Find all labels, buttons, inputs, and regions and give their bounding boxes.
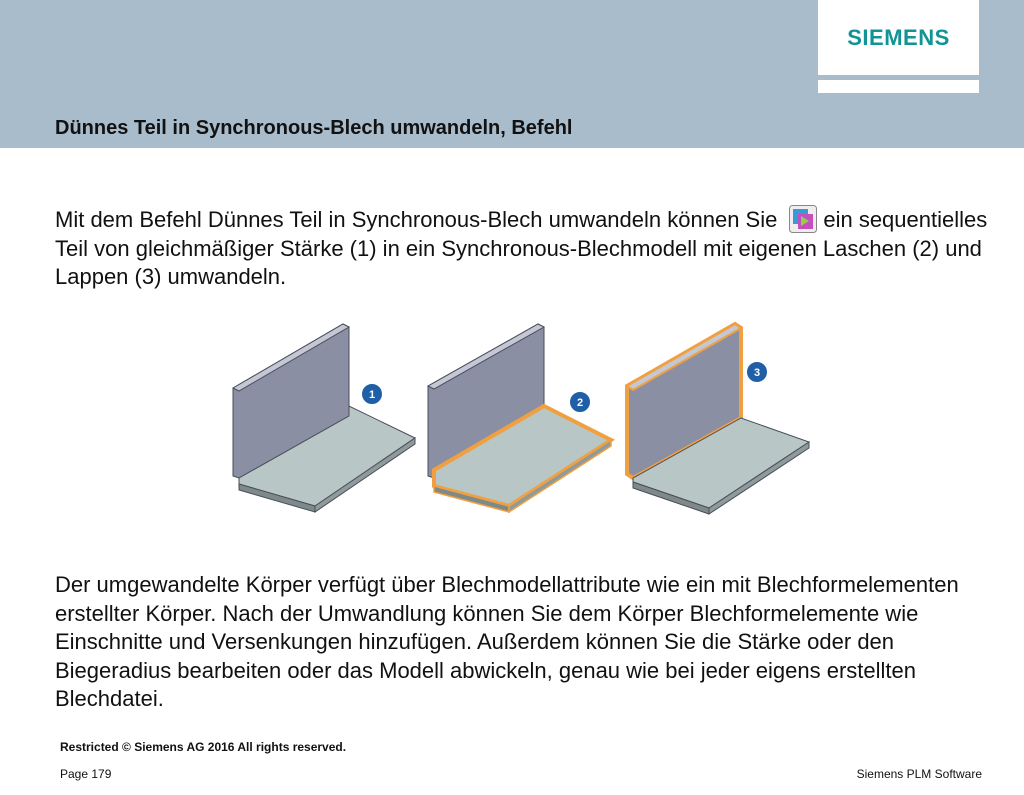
intro-text-end: ein sequentielles Teil von gleichmäßiger Stärke (1) in ein Synchronous-Blechmodell mit eigenen Laschen (2) und Lappen (3) umwandeln. (55, 207, 988, 289)
siemens-logo (818, 0, 979, 75)
callout-1-label: 1 (368, 389, 376, 401)
convert-to-synchronous-sheet-metal-icon (789, 205, 817, 233)
model-2-tabs (428, 324, 611, 512)
company-name: Siemens PLM Software (856, 767, 982, 781)
page-number: Page 179 (60, 767, 112, 781)
model-1-sequential-part (233, 324, 415, 512)
sheet-metal-illustration (225, 318, 815, 518)
copyright-notice: Restricted © Siemens AG 2016 All rights reserved. (60, 740, 347, 754)
logo-text: SIEMENS (847, 24, 950, 50)
callout-3 (746, 361, 768, 383)
intro-text-start: Mit dem Befehl Dünnes Teil in Synchronous-Blech umwandeln können Sie (55, 207, 778, 232)
callout-1 (361, 383, 383, 405)
callout-2-label: 2 (576, 397, 584, 409)
logo-strip (818, 80, 979, 93)
description-paragraph: Der umgewandelte Körper verfügt über Blechmodellattribute wie ein mit Blechformelementen erstellter Körper. Nach der Umwandlung können Sie dem Körper Blechformelemente wie Einschnitte und Versenkungen hinzufügen. Außerdem können Sie die Stärke oder den Biegeradius bearbeiten oder das Modell abwickeln, genau wie bei jeder eigens erstellten Blechdatei. (55, 572, 959, 711)
model-3-flanges (627, 324, 809, 514)
intro-paragraph (55, 205, 995, 292)
callout-3-label: 3 (753, 367, 761, 379)
callout-2 (569, 391, 591, 413)
slide-title: Dünnes Teil in Synchronous-Blech umwandeln, Befehl (55, 117, 573, 139)
